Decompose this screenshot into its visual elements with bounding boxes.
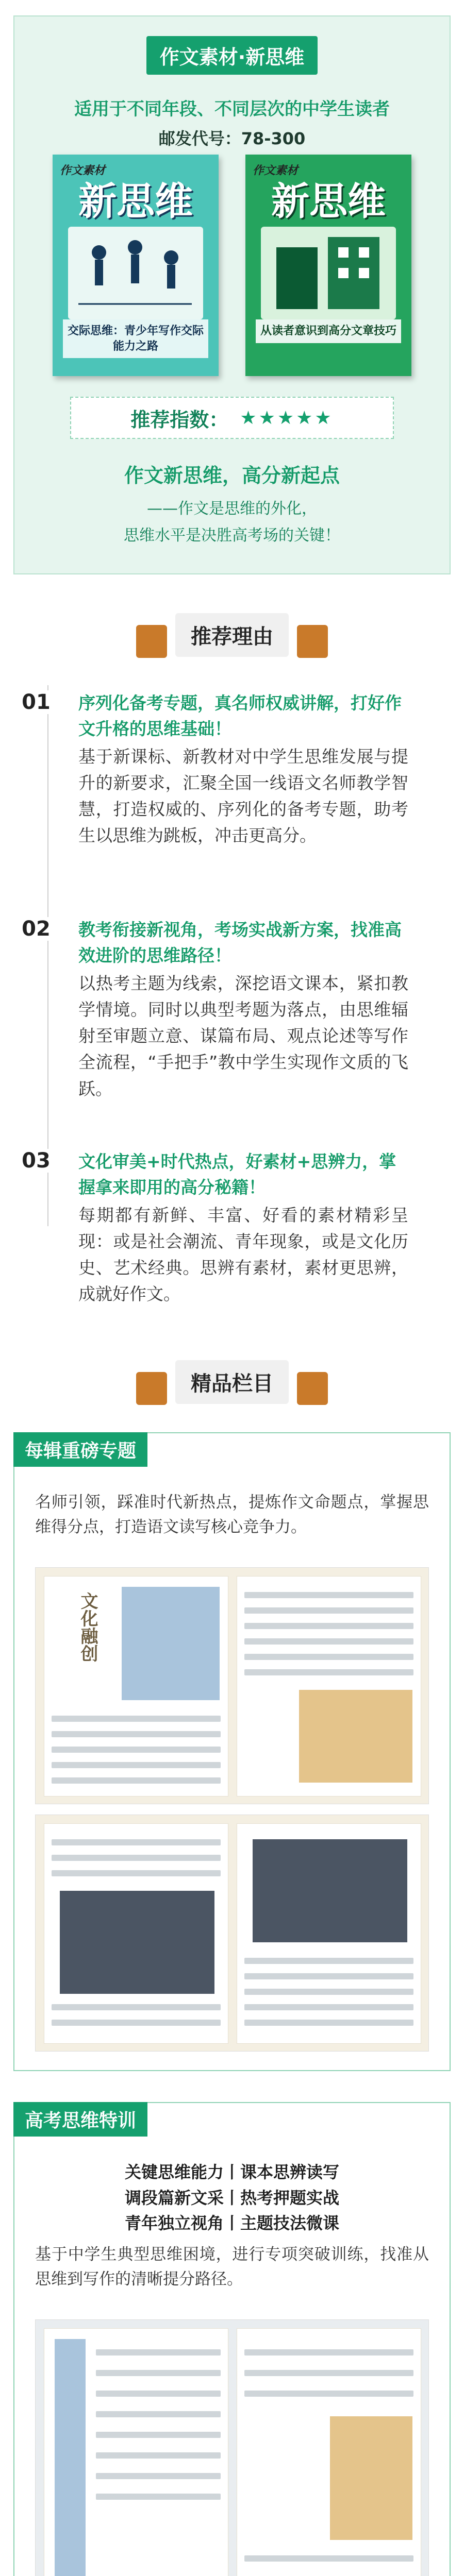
slogan-desc-1: ——作文是思维的外化，: [147, 500, 317, 518]
column-card-special-topic: [13, 1432, 451, 2071]
spread-title: 文化融创: [77, 1592, 98, 1662]
heading-mark-left: [136, 625, 167, 658]
postcode-text: 邮发代号：78-300: [158, 129, 306, 148]
reason-number: 01: [21, 690, 52, 714]
audience-text: 适用于不同年段、不同层次的中学生读者: [74, 99, 390, 120]
reason-number: 03: [21, 1149, 52, 1173]
columns-heading: 精品栏目: [0, 1360, 464, 1405]
sports-figures-illustration: [68, 227, 203, 319]
photo: [299, 1690, 412, 1783]
reason-body: 每期都有新鲜、丰富、好看的素材精彩呈现：或是社会潮流、青年现象，或是文化历史、艺术经典。思辨有素材，素材更思辨，成就好作文。: [78, 1205, 408, 1304]
column-keywords: 关键思维能力丨课本思辨读写 调段篇新文采丨热考押题实战 青年独立视角丨主题技法微课: [124, 2162, 339, 2233]
reasons-heading: 推荐理由: [0, 613, 464, 658]
reason-item: [78, 1149, 408, 1308]
reason-number: 02: [21, 917, 52, 941]
reason-body: 基于新课标、新教材对中学生思维发展与提升的新要求，汇聚全国一线语文名师教学智慧，打造权威的、序列化的备考专题，助考生以思维为跳板，冲击更高分。: [78, 747, 408, 846]
heading-mark-right: [297, 625, 328, 658]
sample-page-spread: [35, 1815, 429, 2052]
column-card-gaokao-training: [13, 2102, 451, 2576]
cover-headline: 从读者意识到高分文章技巧: [256, 319, 401, 343]
sample-page-spread: [35, 1567, 429, 1804]
reason-item: [78, 917, 408, 1102]
slogan-desc-2: 思维水平是决胜高考场的关键！: [124, 527, 340, 545]
movie-still-photo: [253, 1839, 407, 1942]
column-tag: 高考思维特训: [13, 2102, 147, 2137]
cover-title: 新思维: [271, 179, 386, 224]
portrait-photo: [122, 1587, 220, 1700]
sample-page-spread: [35, 2319, 429, 2576]
recommend-rating: [70, 397, 394, 439]
reason-highlight: 文化审美+时代热点，好素材+思辨力，掌握拿来即用的高分秘籍！: [78, 1151, 396, 1197]
slogan: 作文新思维，高分新起点: [124, 464, 340, 487]
column-tag: 每辑重磅专题: [13, 1432, 147, 1467]
reason-highlight: 序列化备考专题，真名师权威讲解，打好作文升格的思维基础！: [78, 693, 402, 739]
cover-title: 新思维: [78, 179, 193, 224]
reasons-timeline: [47, 685, 48, 1226]
column-desc: 名师引领，踩准时代新热点，提炼作文命题点，掌握思维得分点，打造语文读写核心竞争力。: [35, 1493, 429, 1537]
reason-body: 以热考主题为线索，深挖语文课本，紧扣教学情境。同时以典型考题为落点，由思维辐射至审题立意、谋篇布局、观点论述等写作全流程，“手把手”教中学生实现作文质的飞跃。: [78, 973, 408, 1099]
reason-highlight: 教考衔接新视角，考场实战新方案，找准高效进阶的思维路径！: [78, 920, 402, 965]
movie-still-photo: [60, 1891, 214, 1994]
heading-mark-left: [136, 1372, 167, 1405]
reason-item: [78, 690, 408, 849]
building-illustration: [261, 227, 396, 319]
column-desc: 基于中学生典型思维困境，进行专项突破训练，找准从思维到写作的清晰提分路径。: [35, 2245, 429, 2289]
magazine-title: 作文素材·新思维: [14, 36, 450, 75]
recommend-label: 推荐指数：: [130, 408, 229, 431]
cover-headline: 交际思维：青少年写作交际能力之路: [63, 319, 208, 358]
heading-mark-right: [297, 1372, 328, 1405]
cover-illustration: [68, 227, 203, 319]
magazine-cover-2: 作文素材 新思维 从读者意识到高分文章技巧: [245, 155, 411, 376]
star-rating-icon: ★★★★★: [240, 407, 334, 429]
magazine-cover-1: 作文素材 新思维 交际思维：青少年写作交际能力之路: [53, 155, 219, 376]
cover-illustration: [261, 227, 396, 319]
